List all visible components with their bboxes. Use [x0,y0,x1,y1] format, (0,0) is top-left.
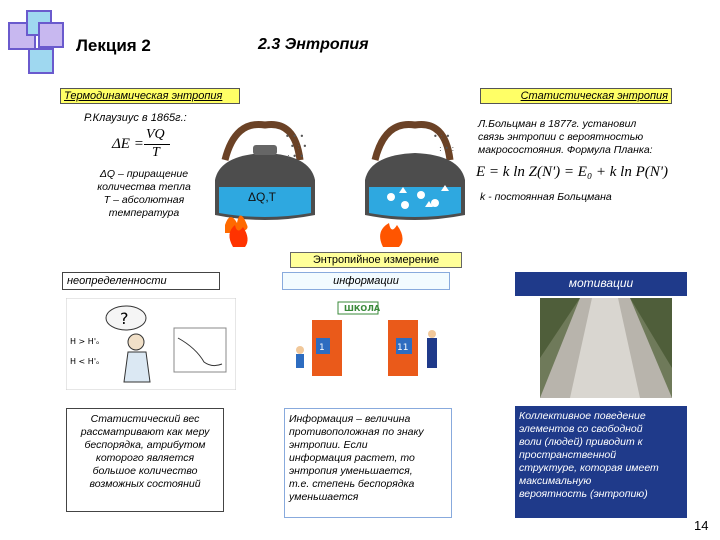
crowd-road-image [540,298,672,398]
lecture-title: Лекция 2 [76,36,151,55]
entropy-measure-heading: Энтропийное измерение [290,252,462,268]
svg-text:?: ? [120,309,129,328]
svg-text:11: 11 [397,343,409,353]
boltzmann-constant-note: k - постоянная Больцмана [480,191,612,203]
kettle-left-label: ΔQ,T [248,190,277,204]
clausius-text: Р.Клаузиус в 1865г.: [84,112,187,124]
planck-formula: E = k ln Z(N') = E₀ + k ln P(N') [476,164,668,180]
col2-desc: Информация – величина противоположная по знаку энтропии. Если информация растет, то энтропия уменьшается, т.е. степень беспорядка уменьшается [284,408,452,518]
svg-text:: • •: : • • [287,152,305,161]
svg-text:H < H'ₒ: H < H'ₒ [70,357,100,366]
clausius-formula: ΔE = VQ T [112,128,172,162]
kettle-left-image [205,115,325,255]
page-number: 14 [694,518,709,533]
svg-text:• : •: • : • [433,132,451,141]
topic-title: 2.3 Энтропия [258,36,369,53]
svg-text:H > H'ₒ: H > H'ₒ [70,337,100,346]
school-doors-image [292,300,452,380]
kettle-right-image [355,115,475,255]
col1-label: неопределенности [62,272,220,290]
svg-text:• : •: • : • [290,142,308,151]
svg-text:1: 1 [319,343,325,353]
col2-label: информации [282,272,450,290]
svg-text:ШКОЛА: ШКОЛА [344,304,381,313]
boltzmann-desc: Л.Больцман в 1877г. установил связь энтропии с вероятностью макросостояния. Формула Планка: [478,118,653,156]
deco-square-3 [38,22,64,48]
uncertainty-image [66,298,236,390]
col1-desc: Статистический вес рассматривают как меру беспорядка, атрибутом которого является большое количество возможных состояний [66,408,224,512]
svg-text:• • •: • • • [285,132,305,141]
thermo-entropy-label: Термодинамическая энтропия [60,88,240,104]
clausius-desc: ΔQ – приращение количества тепла T – абсолютная температура [97,168,191,219]
stat-entropy-label: Статистическая энтропия [480,88,672,104]
deco-square-4 [28,48,54,74]
col3-label: мотивации [515,272,687,296]
col3-desc: Коллективное поведение элементов со свободной воли (людей) приводит к пространственной структуре, которая имеет максимальную вероятность (энтропию) [515,406,687,518]
svg-text:: • :: : • : [439,144,455,153]
